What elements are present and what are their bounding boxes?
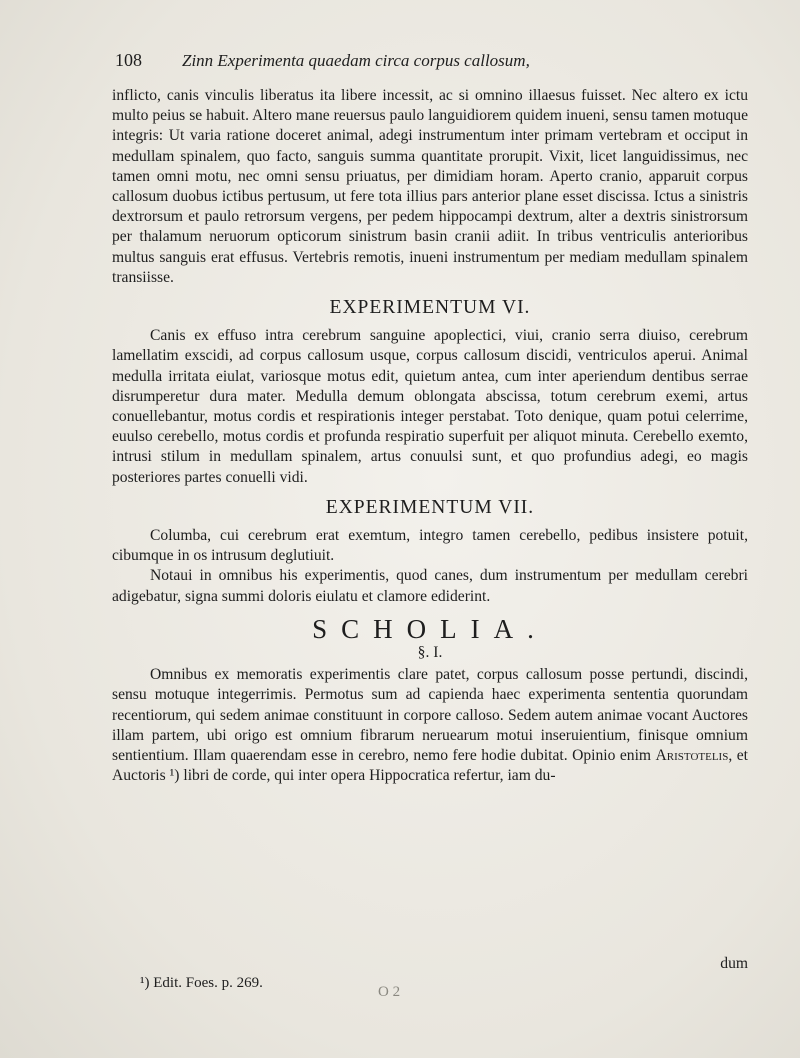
running-title: Zinn Experimenta quaedam circa corpus callosum, <box>182 51 530 70</box>
signature-mark: O 2 <box>378 984 401 1000</box>
heading-experimentum-vi: EXPERIMENTUM VI. <box>329 297 531 319</box>
page-number: 108 <box>115 50 142 70</box>
running-header <box>115 50 715 71</box>
paragraph-experimentum-vii: Columba, cui cerebrum erat exemtum, integro tamen cerebello, pedibus insistere potuit, cibumque in os intrusum deglutiuit. <box>112 527 748 565</box>
footnote: ¹) Edit. Foes. p. 269. <box>140 975 263 991</box>
scholia-name-aristotelis: Aristotelis <box>655 747 729 765</box>
scholia-text-b: , et Auctoris ¹) libri de corde, qui inter opera Hippocratica refertur, iam du- <box>112 747 748 785</box>
heading-scholia: SCHOLIA. <box>312 613 548 644</box>
catchword: dum <box>720 955 748 972</box>
body-text <box>112 86 748 787</box>
paragraph-experimentum-vi: Canis ex effuso intra cerebrum sanguine apoplectici, viui, cranio serra diuiso, cerebrum lamellatim exscidi, ad corpus callosum usque, corpus callosum discidi, ventriculos aperui. Animal medulla irritata eiulat, variosque motus edit, quietum antea, cum inter aperiendum dentibus serrae disrumperetur dura mater. Medulla demum oblongata abscissa, totum cerebrum exemi, artus conuellebantur, motus cordis et respirationis integer perstabat. Toto denique, quam potui celerrime, euulso cerebello, motus cordis et profunda respiratio superfuit per aliquot minuta. Cerebello exemto, intrusi stilum in medullam spinalem, artus conuulsi sunt, et quo profundius adegi, eo magis posteriores partes conuelli vidi. <box>112 327 748 486</box>
heading-experimentum-vii: EXPERIMENTUM VII. <box>325 496 535 518</box>
paragraph-scholia-1 <box>112 665 748 786</box>
section-mark: §. I. <box>417 644 443 662</box>
paragraph-notaui: Notaui in omnibus his experimentis, quod canes, dum instrumentum per medullam cerebri adigebatur, signa summi doloris eiulatu et clamore ediderint. <box>112 567 748 605</box>
paragraph-continuation: inflicto, canis vinculis liberatus ita libere incessit, ac si omnino illaesus fuisset. Nec altero ex ictu multo peius se habuit. Altero mane reuersus paulo languidiorem quidem inueni, sensu tamen motuque integris: Ut varia ratione doceret animal, adegi instrumentum inter primam vertebram et occiput in medullam spinalem, quo facto, sanguis summa quantitate prorupit. Vixit, licet languidissimus, nec tamen omni motu, nec omni sensu priuatus, per dimidiam horam. Aperto cranio, apparuit corpus callosum duobus ictibus pertusum, ut fere tota illius pars anterior plane esset discissa. Ictus a sinistris dextrorsum et paulo retrorsum vergens, per pedem hippocampi dextrum, alter a dextris sinistrorsum per thalamum neruorum opticorum sinistrum basin cranii adiit. In tribus ventriculis anterioribus multus sanguis erat effusus. Vertebris remotis, inueni instrumentum per mediam medullam spinalem transiisse. <box>112 87 748 286</box>
scholia-text-a: Omnibus ex memoratis experimentis clare patet, corpus callosum posse pertundi, discindi, sensu motuque integerrimis. Permotus sum ad capienda haec experimenta sententia quorundam recentiorum, qui sedem animae constituunt in corpore calloso. Sedem autem animae vocant Auctores illam partem, ubi origo est omnium fibrarum neruearum motui inseruientium, finisque omnium sentientium. Illam quaerendam esse in cerebro, nemo fere hodie dubitat. Opinio enim <box>112 666 748 765</box>
